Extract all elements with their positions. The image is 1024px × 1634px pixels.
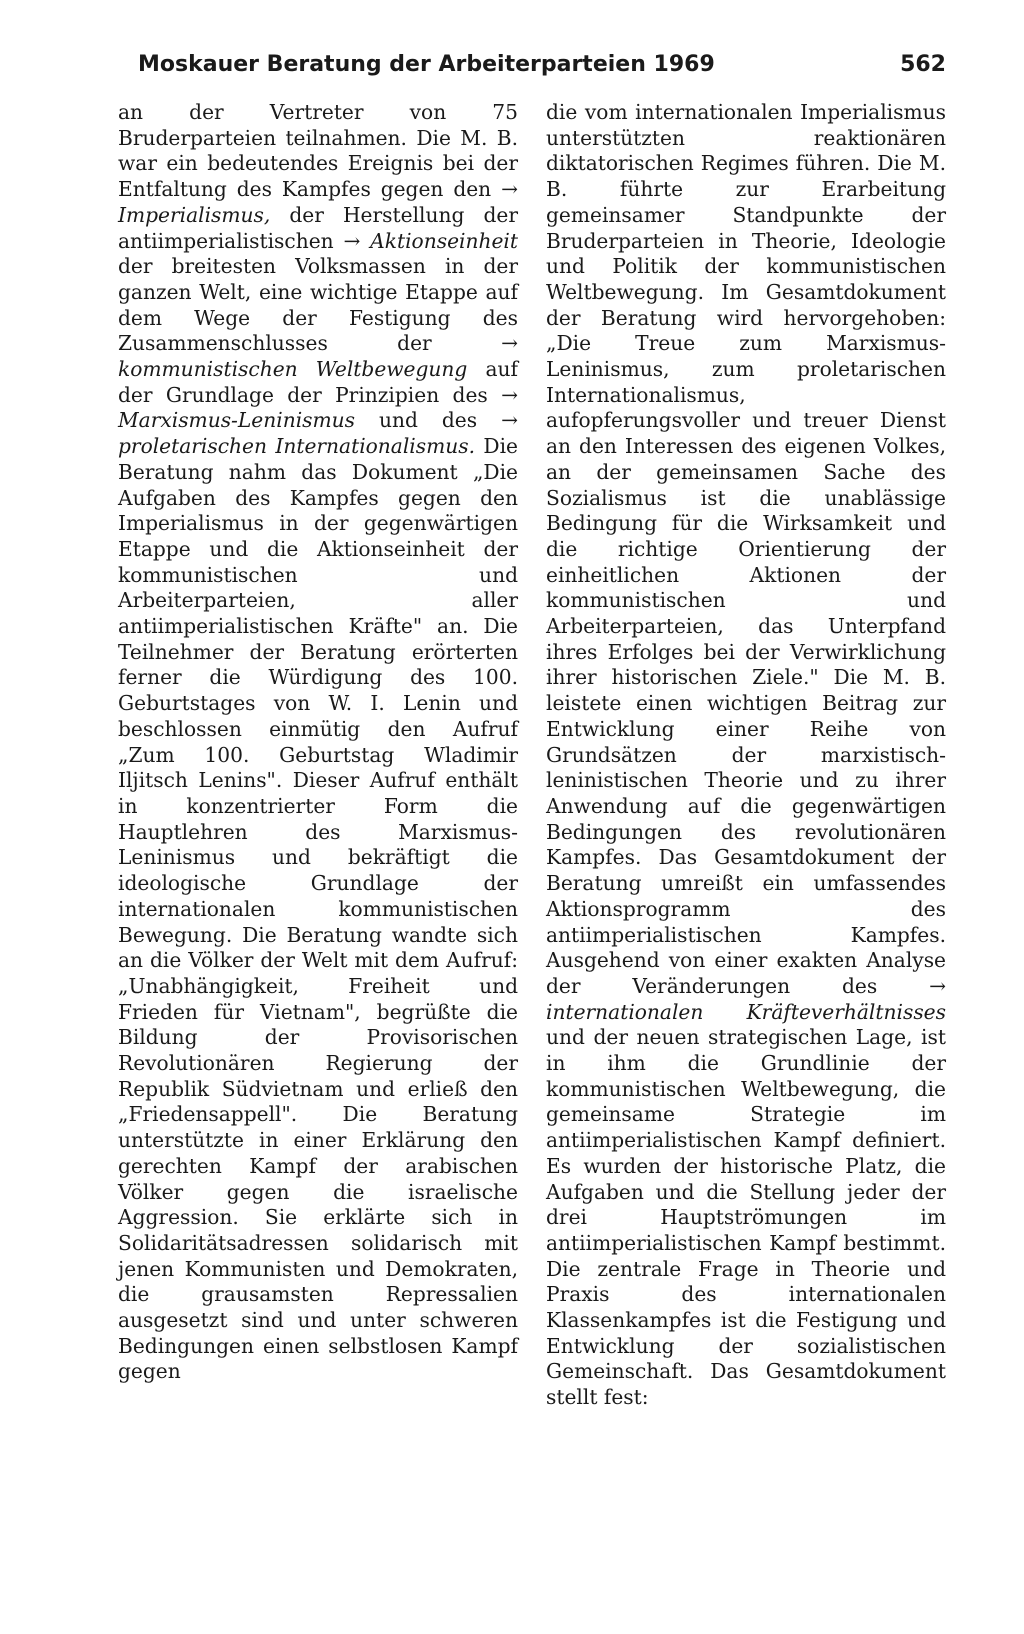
body-text: der Herstellung der antiimperialistischen [118,202,518,253]
body-text: Die Beratung nahm das Dokument „Die Aufgaben des Kampfes gegen den Imperialismus in der gegenwärtigen Etappe und die Aktionseinheit der kommunistischen und Arbeiterparteien, aller antiimperialistischen Kräfte" an. Die Teilnehmer der Beratung erörterten ferner die Würdigung des 100. Geburtstages von W. I. Lenin und beschlossen einmütig den Aufruf „Zum 100. Geburtstag Wladimir Iljitsch Lenins". Dieser Aufruf enthält in konzentrierter Form die Hauptlehren des Marxismus-Leninismus und bekräftigt die ideologische Grundlage der internationalen kommunistischen Bewegung. Die Beratung wandte sich an die Völker der Welt mit dem Aufruf: „Unabhängigkeit, Freiheit und Frieden für Vietnam", begrüßte die Bildung der Provisorischen Revolutionären Regierung der Republik Südvietnam und erließ den „Friedensappell". Die Beratung unterstützte in einer Erklärung den gerechten Kampf der arabischen Völker gegen die israelische Aggression. Sie erklärte sich in Solidaritätsadressen solidarisch mit jenen Kommunisten und Demokraten, die grausamsten Repressalien ausgesetzt sind und unter schweren Bedingungen einen selbstlosen Kampf gegen [118,434,518,1384]
cross-reference-term: internationalen Kräfteverhältnisses [546,999,946,1024]
left-column-text [118,100,518,1411]
page-header [138,52,946,77]
cross-reference-arrow-icon: → [501,382,518,407]
body-text: und der neuen strategischen Lage, ist in ihm die Grundlinie der kommunistischen Weltbewegung, die gemeinsame Strategie im antiimperialistischen Kampf definiert. Es wurden der historische Platz, die Aufgaben und die Stellung jeder der drei Hauptströmungen im antiimperialistischen Kampf bestimmt. Die zentrale Frage in Theorie und Praxis des internationalen Klassenkampfes ist die Festigung und Entwicklung der sozialistischen Gemeinschaft. Das Gesamtdokument stellt fest: [546,1025,946,1410]
cross-reference-term: Aktionseinheit [370,228,518,253]
right-column-text [546,100,946,1411]
body-text: der breitesten Volksmassen in der ganzen Welt, eine wichtige Etappe auf dem Wege der Festigung des Zusammenschlusses der [118,254,518,356]
page-number: 562 [900,52,946,77]
cross-reference-term: Marxismus-Leninismus [118,408,356,433]
cross-reference-arrow-icon: → [501,177,518,202]
body-text: auf der Grundlage der Prinzipien des [118,357,518,407]
body-text: an der Vertreter von 75 Bruderparteien teilnahmen. Die M. B. war ein bedeutendes Ereignis bei der Entfaltung des Kampfes gegen den [118,100,518,202]
cross-reference-term: proletarischen Internationalismus. [118,434,476,459]
running-title: Moskauer Beratung der Arbeiterparteien 1969 [138,52,715,77]
cross-reference-term: kommunistischen Weltbewegung [118,357,468,382]
body-text: die vom internationalen Imperialismus unterstützten reaktionären diktatorischen Regimes führen. Die M. B. führte zur Erarbeitung gemeinsamer Standpunkte der Bruderparteien in Theorie, Ideologie und Politik der kommunistischen Weltbewegung. Im Gesamtdokument der Beratung wird hervorgehoben: „Die Treue zum Marxismus-Leninismus, zum proletarischen Internationalismus, aufopferungsvoller und treuer Dienst an den Interessen des eigenen Volkes, an der gemeinsamen Sache des Sozialismus ist die unablässige Bedingung für die Wirksamkeit und die richtige Orientierung der einheitlichen Aktionen der kommunistischen und Arbeiterparteien, das Unterpfand ihres Erfolges bei der Verwirklichung ihrer historischen Ziele." Die M. B. leistete einen wichtigen Beitrag zur Entwicklung einer Reihe von Grundsätzen der marxistisch-leninistischen Theorie und zu ihrer Anwendung auf die gegenwärtigen Bedingungen des revolutionären Kampfes. Das Gesamtdokument der Beratung umreißt ein umfassendes Aktionsprogramm des antiimperialistischen Kampfes. Ausgehend von einer exakten Analyse der Veränderungen des [546,100,946,998]
cross-reference-term: Imperialismus, [118,202,271,227]
text-columns [118,100,946,1411]
cross-reference-arrow-icon: → [501,408,518,433]
cross-reference-arrow-icon: → [929,973,946,998]
cross-reference-arrow-icon: → [343,228,371,253]
cross-reference-arrow-icon: → [501,331,518,356]
body-text: und des [355,408,502,433]
